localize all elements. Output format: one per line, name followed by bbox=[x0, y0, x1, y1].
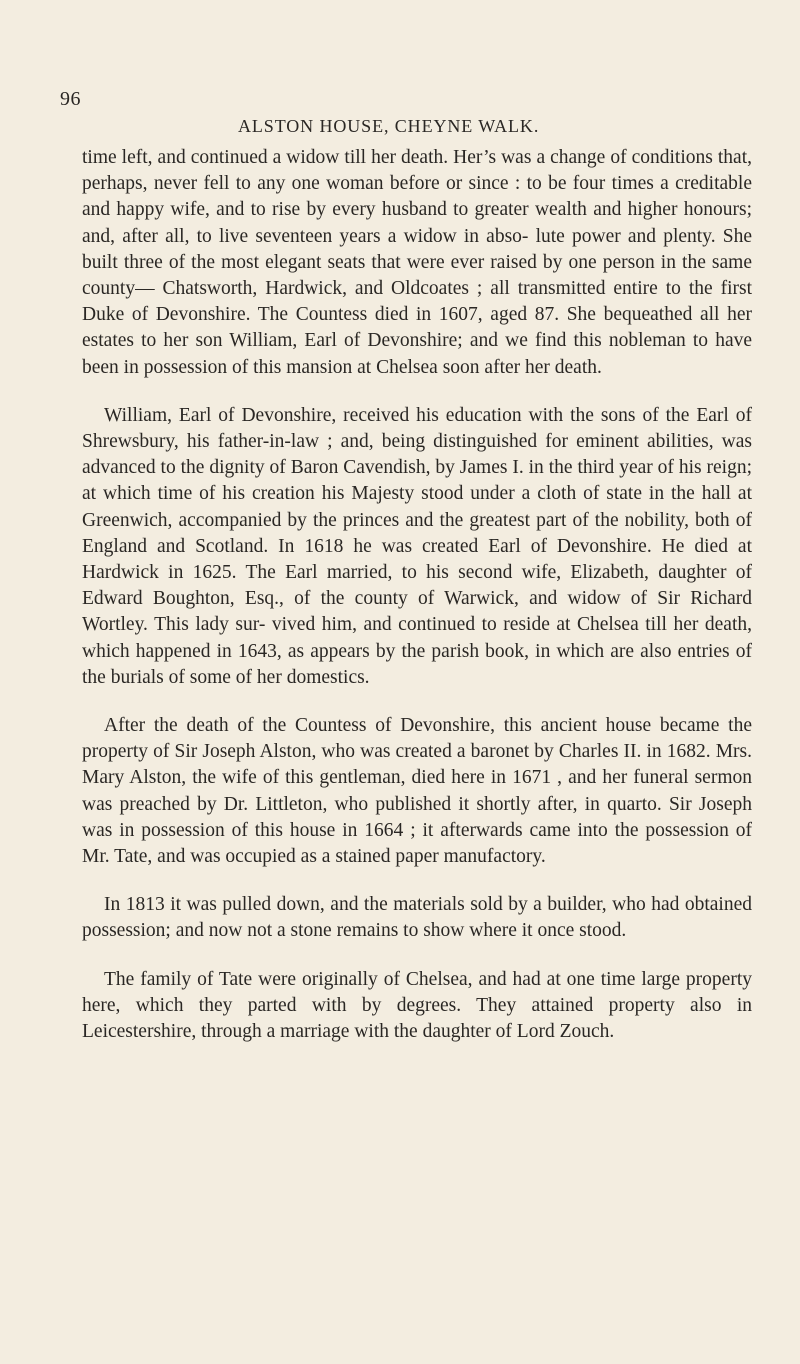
paragraph: After the death of the Countess of Devonshire, this ancient house became the property of Sir Joseph Alston, who was created a baronet by Charles II. in 1682. Mrs. Mary Alston, the wife of this gentleman, died here in 1671 , and her funeral sermon was preached by Dr. Littleton, who published it shortly after, in quarto. Sir Joseph was in possession of this house in 1664 ; it afterwards came into the possession of Mr. Tate, and was occupied as a stained paper manufactory. bbox=[82, 715, 752, 868]
paragraph: time left, and continued a widow till her death. Her’s was a change of conditions that, perhaps, never fell to any one woman before or since : to be four times a creditable and happy wife, and to rise by every husband to greater wealth and higher honours; and, after all, to live seventeen years a widow in abso- lute power and plenty. She built three of the most elegant seats that were ever raised by one person in the same county— Chatsworth, Hardwick, and Oldcoates ; all transmitted entire to the first Duke of Devonshire. The Countess died in 1607, aged 87. She bequeathed all her estates to her son William, Earl of Devonshire; and we find this nobleman to have been in possession of this mansion at Chelsea soon after her death. bbox=[82, 147, 752, 378]
body-text bbox=[82, 145, 752, 1067]
running-head: ALSTON HOUSE, CHEYNE WALK. bbox=[238, 116, 540, 136]
paragraph: In 1813 it was pulled down, and the materials sold by a builder, who had obtained possession; and now not a stone remains to show where it once stood. bbox=[82, 894, 752, 942]
page-number: 96 bbox=[60, 88, 81, 110]
paragraph: William, Earl of Devonshire, received his education with the sons of the Earl of Shrewsbury, his father-in-law ; and, being distinguished for eminent abilities, was advanced to the dignity of Baron Cavendish, by James I. in the third year of his reign; at which time of his creation his Majesty stood under a cloth of state in the hall at Greenwich, accompanied by the princes and the greatest part of the nobility, both of England and Scotland. In 1618 he was created Earl of Devonshire. He died at Hardwick in 1625. The Earl married, to his second wife, Elizabeth, daughter of Edward Boughton, Esq., of the county of Warwick, and widow of Sir Richard Wortley. This lady sur- vived him, and continued to reside at Chelsea till her death, which happened in 1643, as appears by the parish book, in which are also entries of the burials of some of her domestics. bbox=[82, 404, 752, 688]
paragraph: The family of Tate were originally of Chelsea, and had at one time large property here, which they parted with by degrees. They attained property also in Leicestershire, through a marriage with the daughter of Lord Zouch. bbox=[82, 968, 752, 1043]
